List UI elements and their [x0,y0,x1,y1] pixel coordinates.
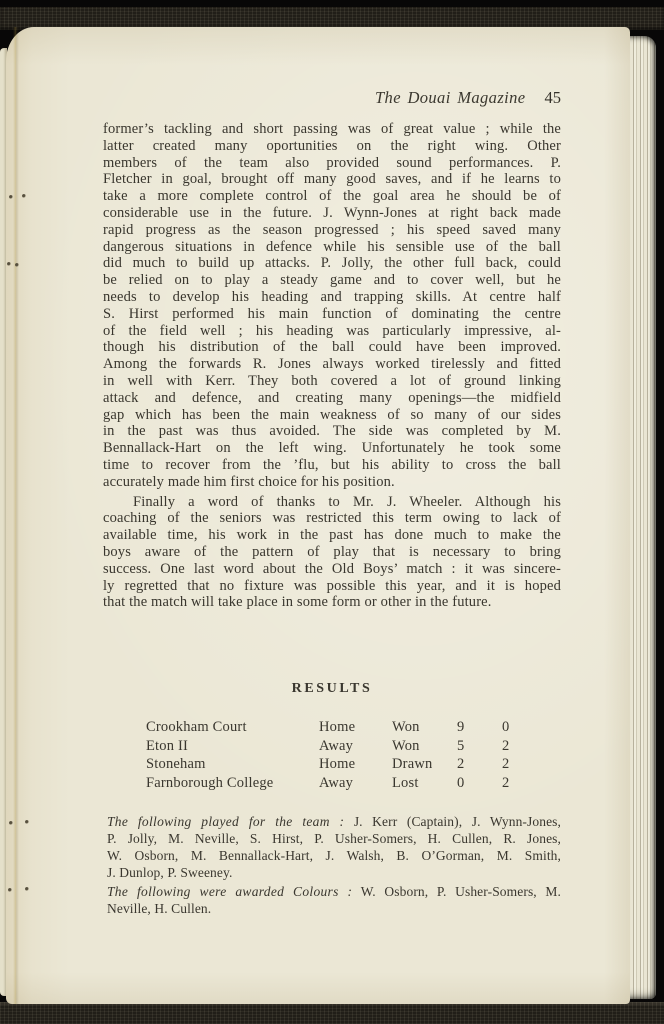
opponent-cell: Farnborough College [146,775,274,792]
staple-hole [8,888,12,892]
team-list-lead: The following played for the team : [107,814,345,829]
results-row [146,718,576,737]
text-line: coaching of the seniors was restricted this term owing to lack of [103,510,561,527]
staple-hole [22,194,26,198]
team-list-lines [107,830,561,881]
outcome-cell: Drawn [392,756,433,773]
colours-second-line: Neville, H. Cullen. [107,901,212,916]
venue-cell: Home [319,719,356,735]
colours-lead: The following were awarded Colours : [107,884,353,899]
goals-against-cell: 2 [502,756,510,773]
colours-names: W. Osborn, P. Usher-Somers, M. [360,884,561,899]
text-line: in the past was thus avoided. The side was completed by M. [103,423,561,440]
text-line: P. Jolly, M. Neville, S. Hirst, P. Usher-Somers, H. Cullen, R. Jones, [107,831,561,846]
text-line: Fletcher in goal, brought off many good saves, and if he learns to [103,171,561,188]
results-row [146,774,576,793]
text-line: Bennallack-Hart on the left wing. Unfortunately he took some [103,440,561,457]
colours-paragraph [107,883,561,917]
goals-against-cell: 2 [502,737,510,754]
text-line: time to recover from the ’flu, but his ability to cross the ball [103,456,561,473]
opponent-cell: Eton II [146,737,189,754]
text-line: in well with Kerr. They both covered a lot of ground linking [103,372,561,389]
text-line: Among the forwards R. Jones always worked tirelessly and fitted [103,356,561,373]
magazine-page [6,27,630,1004]
outcome-cell: Won [392,719,420,735]
text-line: Finally a word of thanks to Mr. J. Wheeler. Although his [133,493,561,510]
book-cover-edge-bottom [0,1002,664,1024]
text-line: accurately made him first choice for his position. [103,473,395,490]
team-list-first-line [107,813,561,830]
text-line: former’s tackling and short passing was of great value ; while the [103,121,561,137]
staple-hole [9,195,13,199]
text-line: dangerous situations in defence while his sensible use of the ball [103,238,561,255]
gutter-crease [13,27,19,1004]
text-line: J. Dunlop, P. Sweeney. [107,865,233,880]
article-paragraph-2 [103,494,561,612]
goals-for-cell: 2 [457,756,465,773]
text-line: of the field well ; his heading was particularly impressive, al- [103,322,561,339]
team-list-names: J. Kerr (Captain), J. Wynn-Jones, [353,814,561,829]
opponent-cell: Stoneham [146,756,206,773]
text-line: take a more complete control of the goal area he should be of [103,188,561,205]
staple-hole [25,887,29,891]
results-row [146,755,576,774]
goals-against-cell: 0 [502,719,510,735]
outcome-cell: Won [392,737,420,754]
text-line: S. Hirst performed his main function of dominating the centre [103,305,561,322]
text-line: considerable use in the future. J. Wynn-Jones at right back made [103,204,561,221]
results-heading: RESULTS [291,681,373,696]
text-line: boys aware of the pattern of play that is necessary to bring [103,543,561,560]
venue-cell: Away [319,775,354,792]
text-line: needs to develop his heading and trapping skills. At centre half [103,288,561,305]
staple-hole [15,263,19,267]
staple-hole [9,821,13,825]
results-table [146,718,576,793]
text-line: members of the team also provided sound performances. P. [103,154,561,171]
text-line: latter created many oportunities on the right wing. Other [103,137,561,154]
text-line: did much to build up attacks. P. Jolly, the other full back, could [103,255,561,272]
colours-first-line [107,883,561,900]
article-body [103,121,561,611]
text-line: be relied on to play a steady game and to cover well, but he [103,272,561,289]
staple-hole [25,820,29,824]
text-line: W. Osborn, M. Bennallack-Hart, J. Walsh, B. O’Gorman, M. Smith, [107,848,561,863]
team-list-paragraph [107,813,561,881]
text-line: attack and defence, and creating many openings—the midfield [103,389,561,406]
text-line: ly regretted that no fixture was possible this year, and it is hoped [103,577,561,594]
goals-for-cell: 9 [457,719,465,735]
page-edge-stack [627,36,656,999]
goals-for-cell: 5 [457,737,465,754]
goals-for-cell: 0 [457,775,465,792]
page-number: 45 [544,88,561,107]
outcome-cell: Lost [392,775,419,792]
article-paragraph-1 [103,121,561,491]
text-line: available time, his work in the past has done much to make the [103,527,561,544]
magazine-title: The Douai Magazine [374,88,526,107]
opponent-cell: Crookham Court [146,719,247,735]
venue-cell: Away [319,737,354,754]
results-row [146,737,576,756]
goals-against-cell: 2 [502,775,510,792]
text-line: success. One last word about the Old Boys’ match : it was sincere- [103,560,561,577]
text-line: gap which has been the main weakness of so many of our sides [103,406,561,423]
venue-cell: Home [319,756,356,773]
running-header [103,88,561,109]
text-line: though his distribution of the ball could have been improved. [103,339,561,356]
staple-hole [7,262,11,266]
text-line: rapid progress as the season progressed ; his speed saved many [103,221,561,238]
text-line: that the match will take place in some form or other in the future. [103,594,492,611]
